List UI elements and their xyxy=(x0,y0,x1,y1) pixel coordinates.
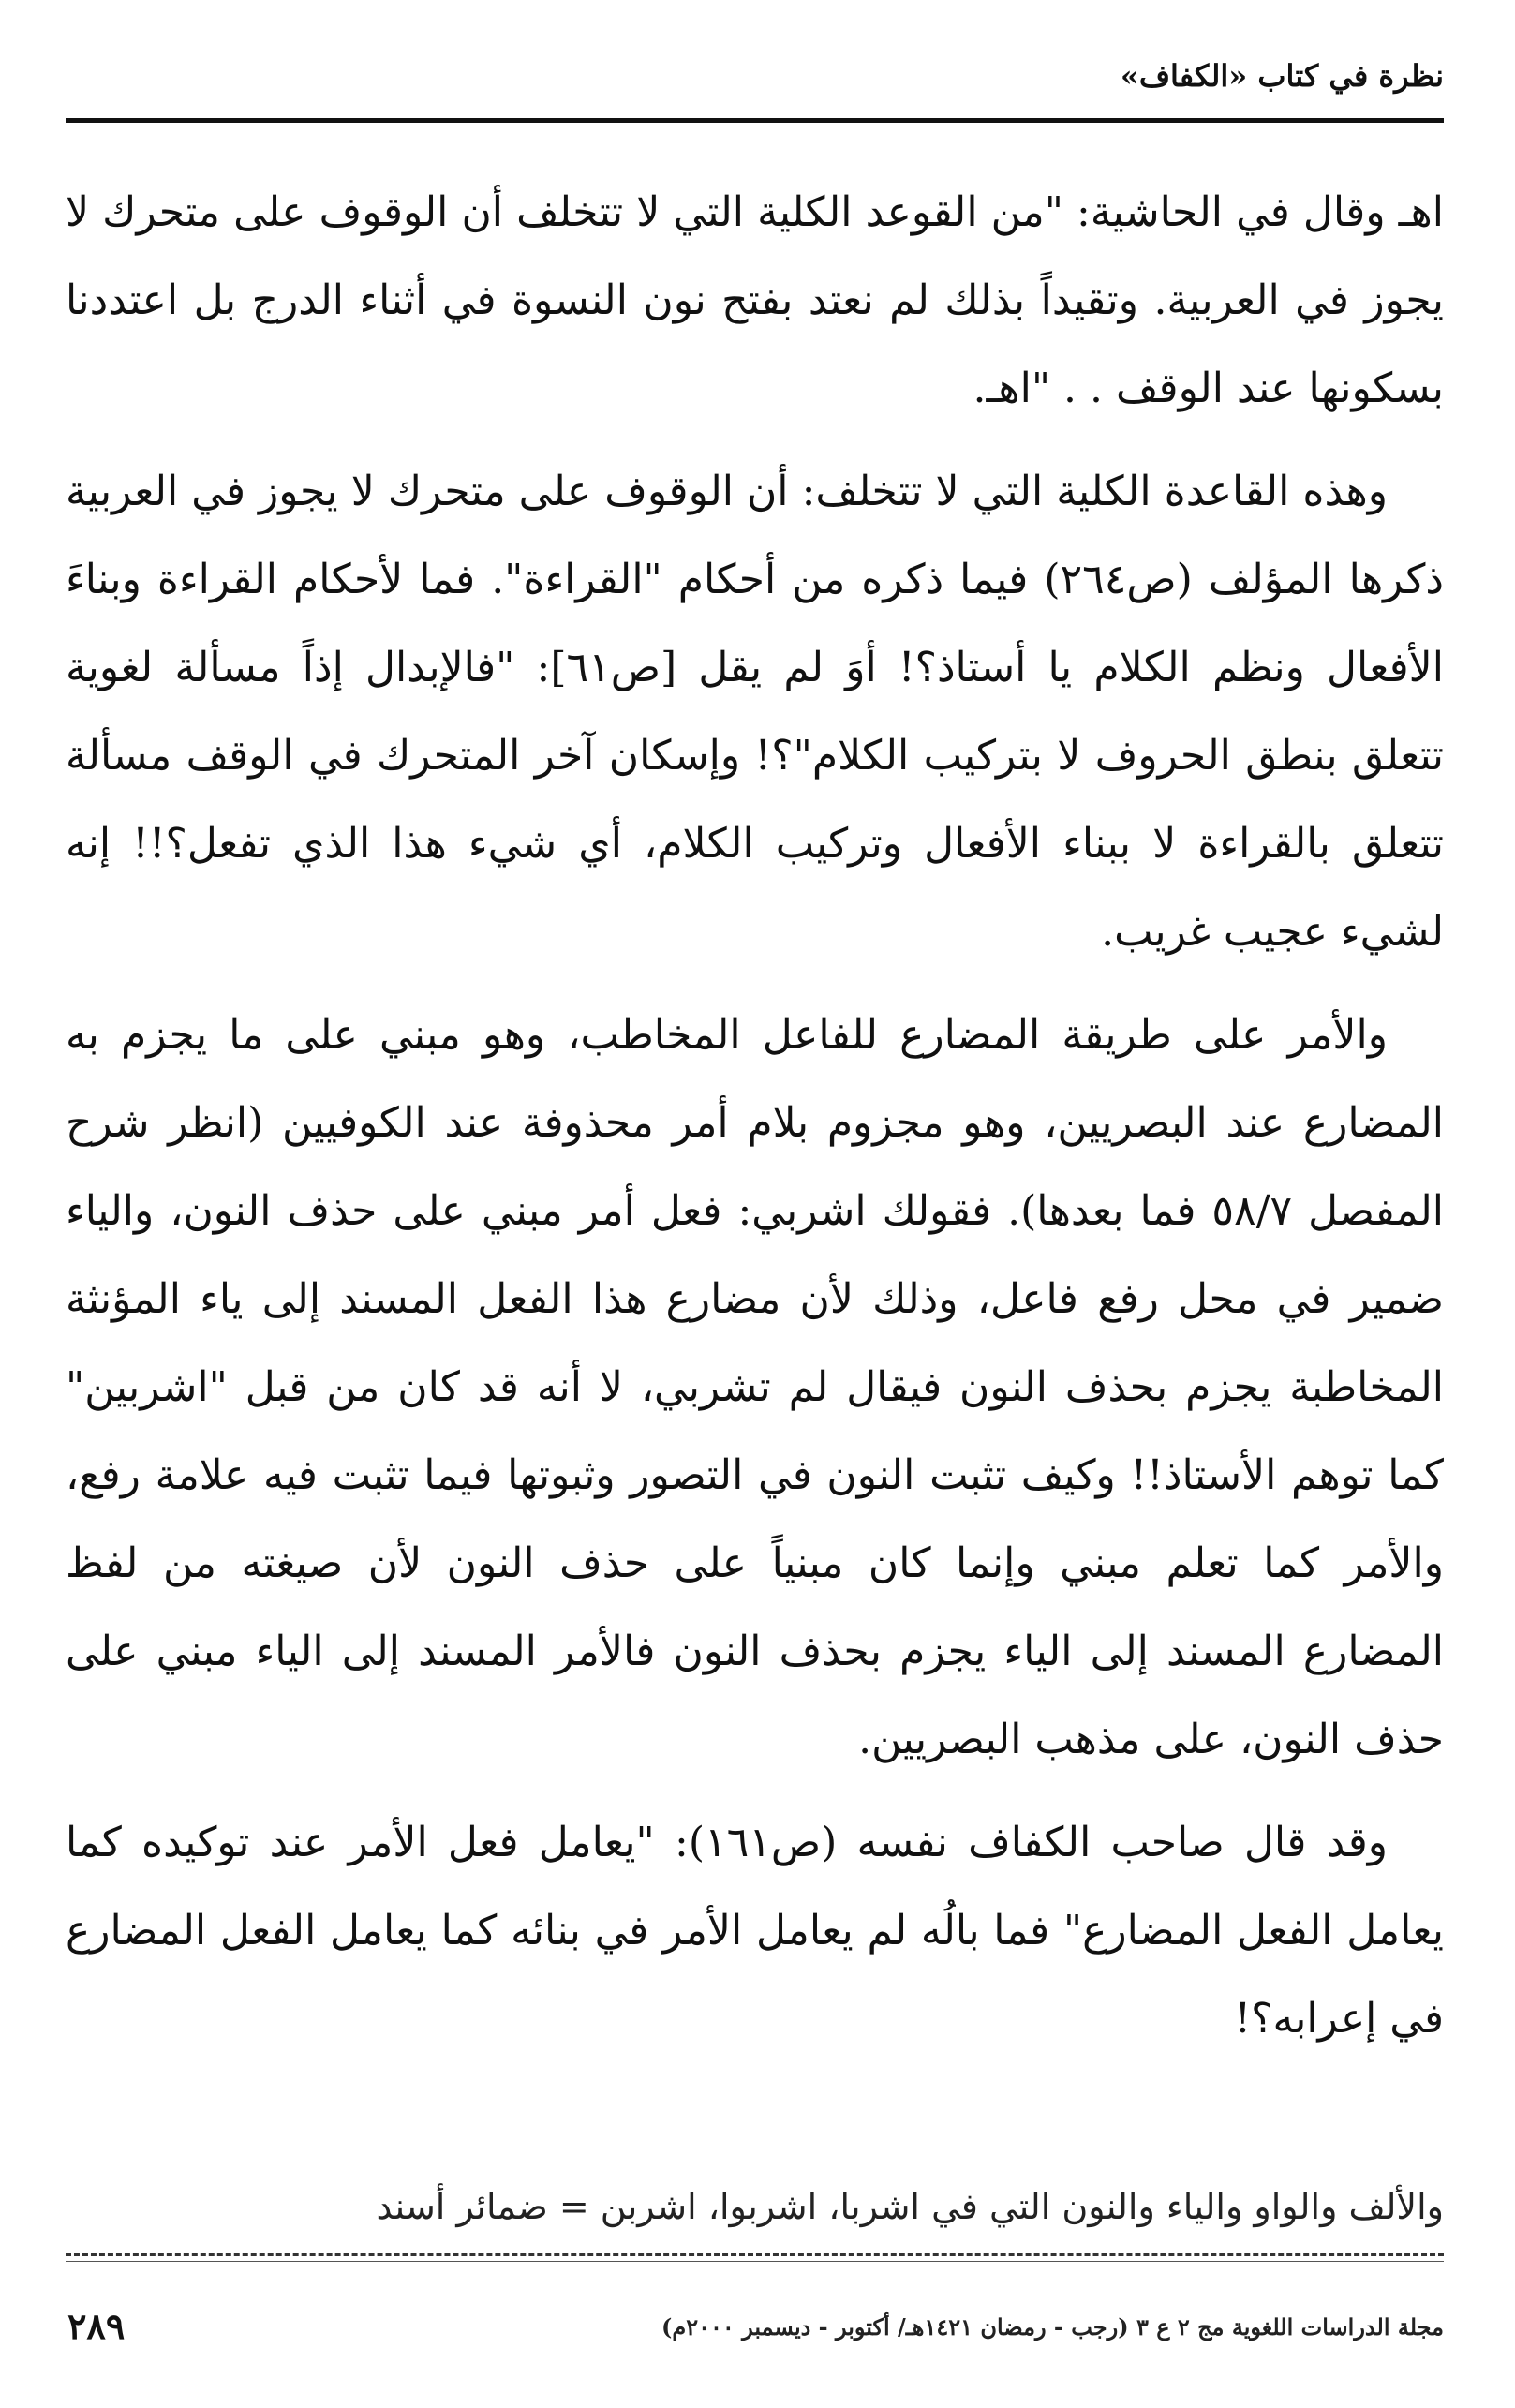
header-rule xyxy=(66,118,1444,123)
journal-citation: مجلة الدراسات اللغوية مج ٢ ع ٣ (رجب - رمضان ١٤٢١هـ/ أكتوبر - ديسمبر ٢٠٠٠م) xyxy=(661,2313,1444,2341)
paragraph-4: وقد قال صاحب الكفاف نفسه (ص١٦١): "يعامل فعل الأمر عند توكيده كما يعامل الفعل المضارع" فما بالُه لم يعامل الأمر في بنائه كما يعامل الفعل المضارع في إعرابه؟! xyxy=(66,1819,1444,2043)
main-text xyxy=(66,169,1444,2078)
footnote-text: والألف والواو والياء والنون التي في اشربا، اشربوا، اشربن = ضمائر أسند xyxy=(376,2186,1444,2227)
footer-thin-rule xyxy=(66,2261,1444,2262)
footer-dashed-rule xyxy=(66,2253,1444,2256)
page-number: ٢٨٩ xyxy=(67,2305,126,2347)
paragraph-1: اهـ وقال في الحاشية: "من القوعد الكلية التي لا تتخلف أن الوقوف على متحرك لا يجوز في العربية. وتقيداً بذلك لم نعتد بفتح نون النسوة في أثناء الدرج بل اعتددنا بسكونها عند الوقف . . "اهـ. xyxy=(66,188,1444,412)
paragraph-2: وهذه القاعدة الكلية التي لا تتخلف: أن الوقوف على متحرك لا يجوز في العربية ذكرها المؤلف (ص٢٦٤) فيما ذكره من أحكام "القراءة". فما لأحكام القراءة وبناءَ الأفعال ونظم الكلام يا أستاذ؟! أوَ لم يقل [ص٦١]: "فالإبدال إذاً مسألة لغوية تتعلق بنطق الحروف لا بتركيب الكلام"؟! وإسكان آخر المتحرك في الوقف مسألة تتعلق بالقراءة لا ببناء الأفعال وتركيب الكلام، أي شيء هذا الذي تفعل؟!! إنه لشيء عجيب غريب. xyxy=(66,468,1445,956)
running-header-title: نظرة في كتاب «الكفاف» xyxy=(1120,58,1444,94)
paragraph-3: والأمر على طريقة المضارع للفاعل المخاطب، وهو مبني على ما يجزم به المضارع عند البصريين، وهو مجزوم بلام أمر محذوفة عند الكوفيين (انظر شرح المفصل ٥٨/٧ فما بعدها). فقولك اشربي: فعل أمر مبني على حذف النون، والياء ضمير في محل رفع فاعل، وذلك لأن مضارع هذا الفعل المسند إلى ياء المؤنثة المخاطبة يجزم بحذف النون فيقال لم تشربي، لا أنه قد كان من قبل "اشربين" كما توهم الأستاذ!! وكيف تثبت النون في التصور وثبوتها فيما تثبت فيه علامة رفع، والأمر كما تعلم مبني وإنما كان مبنياً على حذف النون لأن صيغته من لفظ المضارع المسند إلى الياء يجزم بحذف النون فالأمر المسند إلى الياء مبني على حذف النون، على مذهب البصريين. xyxy=(66,1011,1444,1763)
